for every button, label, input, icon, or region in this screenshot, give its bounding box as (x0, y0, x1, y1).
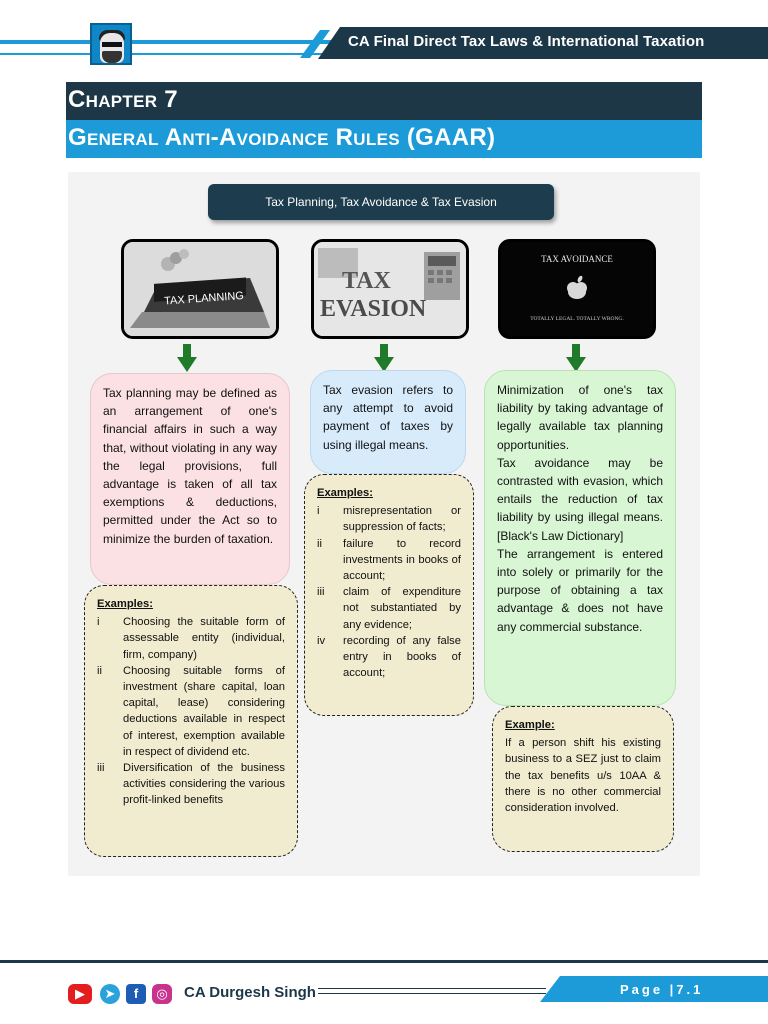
examples-title: Examples: (97, 598, 153, 610)
list-item: iii Diversification of the business activities considering the various profit-linked benefits (97, 762, 285, 807)
tax-planning-illustration (124, 242, 276, 336)
avatar-glasses (102, 42, 122, 47)
example-title: Example: (505, 719, 555, 731)
list-item: ii failure to record investments in books of account; (317, 537, 461, 583)
tax-avoidance-definition-3: The arrangement is entered into solely or primarily for the purpose of obtaining a tax advantage & does not have any commercial substance. (497, 546, 663, 634)
page-number: Page |7.1 (620, 982, 704, 997)
chapter-number: Chapter 7 (68, 86, 178, 113)
list-item: iv recording of any false entry in books of account; (317, 634, 461, 680)
tax-planning-image (121, 239, 279, 339)
tax-avoidance-illustration (501, 242, 653, 336)
down-arrow-icon (566, 344, 586, 372)
list-item: ii Choosing suitable forms of investment (share capital, loan capital, lease) considering deductions available in respect of interest, exemption available in respect of dividend etc. (97, 664, 285, 758)
tax-evasion-caption-top: TAX (342, 268, 391, 294)
tax-avoidance-subcaption: TOTALLY LEGAL. TOTALLY WRONG. (530, 316, 624, 322)
youtube-icon[interactable]: ▶ (68, 984, 92, 1004)
facebook-icon[interactable]: f (126, 984, 146, 1004)
list-item: iii claim of expenditure not substantiated by any evidence; (317, 586, 461, 631)
tax-avoidance-definition-1: Minimization of one's tax liability by taking advantage of legally available tax planning opportunities. (497, 383, 663, 452)
tax-evasion-definition (310, 370, 466, 474)
tax-planning-examples (84, 585, 298, 857)
tax-evasion-illustration (314, 242, 466, 336)
tax-evasion-definition-text: Tax evasion refers to any attempt to avoid payment of taxes by using illegal means. (323, 383, 453, 452)
footer-line (0, 960, 768, 963)
tax-planning-definition-text: Tax planning may be defined as an arrangement of one's financial affairs in such a way that, without violating in any way the legal provisions, full advantage is taken of all tax exemptions & deductions, permitted under the Act so to minimize the burden of taxation. (103, 386, 277, 546)
instagram-icon[interactable]: ◎ (152, 984, 172, 1004)
telegram-icon[interactable]: ➤ (100, 984, 120, 1004)
list-item: i Choosing the suitable form of assessable entity (individual, firm, company) (97, 616, 285, 661)
tax-avoidance-caption: TAX AVOIDANCE (541, 254, 613, 264)
tax-avoidance-example (492, 706, 674, 852)
example-text: If a person shift his existing business to a SEZ just to claim the tax benefits u/s 10AA & there is no other commercial consideration involved. (505, 737, 661, 815)
tax-avoidance-definition (484, 370, 676, 706)
tax-avoidance-image (498, 239, 656, 339)
examples-title: Examples: (317, 487, 373, 499)
author-avatar (90, 23, 132, 65)
tax-avoidance-definition-2: Tax avoidance may be contrasted with evasion, which entails the reduction of tax liability by using illegal means. [Black's Law Dictionary] (497, 455, 663, 543)
list-item: i misrepresentation or suppression of facts; (317, 505, 461, 534)
down-arrow-icon (177, 344, 197, 372)
tax-planning-definition (90, 373, 290, 585)
avatar-beard (102, 51, 122, 63)
tax-evasion-caption-bottom: EVASION (320, 296, 427, 322)
footer-brand: CA Durgesh Singh (184, 984, 316, 1001)
tax-planning-caption: TAX PLANNING (163, 289, 245, 308)
tax-evasion-image (311, 239, 469, 339)
tax-evasion-examples (304, 474, 474, 716)
header-title: CA Final Direct Tax Laws & International Taxation (348, 33, 705, 50)
footer-double-line (318, 988, 546, 994)
callout-tail (150, 560, 176, 584)
down-arrow-icon (374, 344, 394, 372)
diagram-top-label: Tax Planning, Tax Avoidance & Tax Evasion (208, 184, 554, 220)
chapter-title: General Anti-Avoidance Rules (GAAR) (68, 124, 496, 151)
